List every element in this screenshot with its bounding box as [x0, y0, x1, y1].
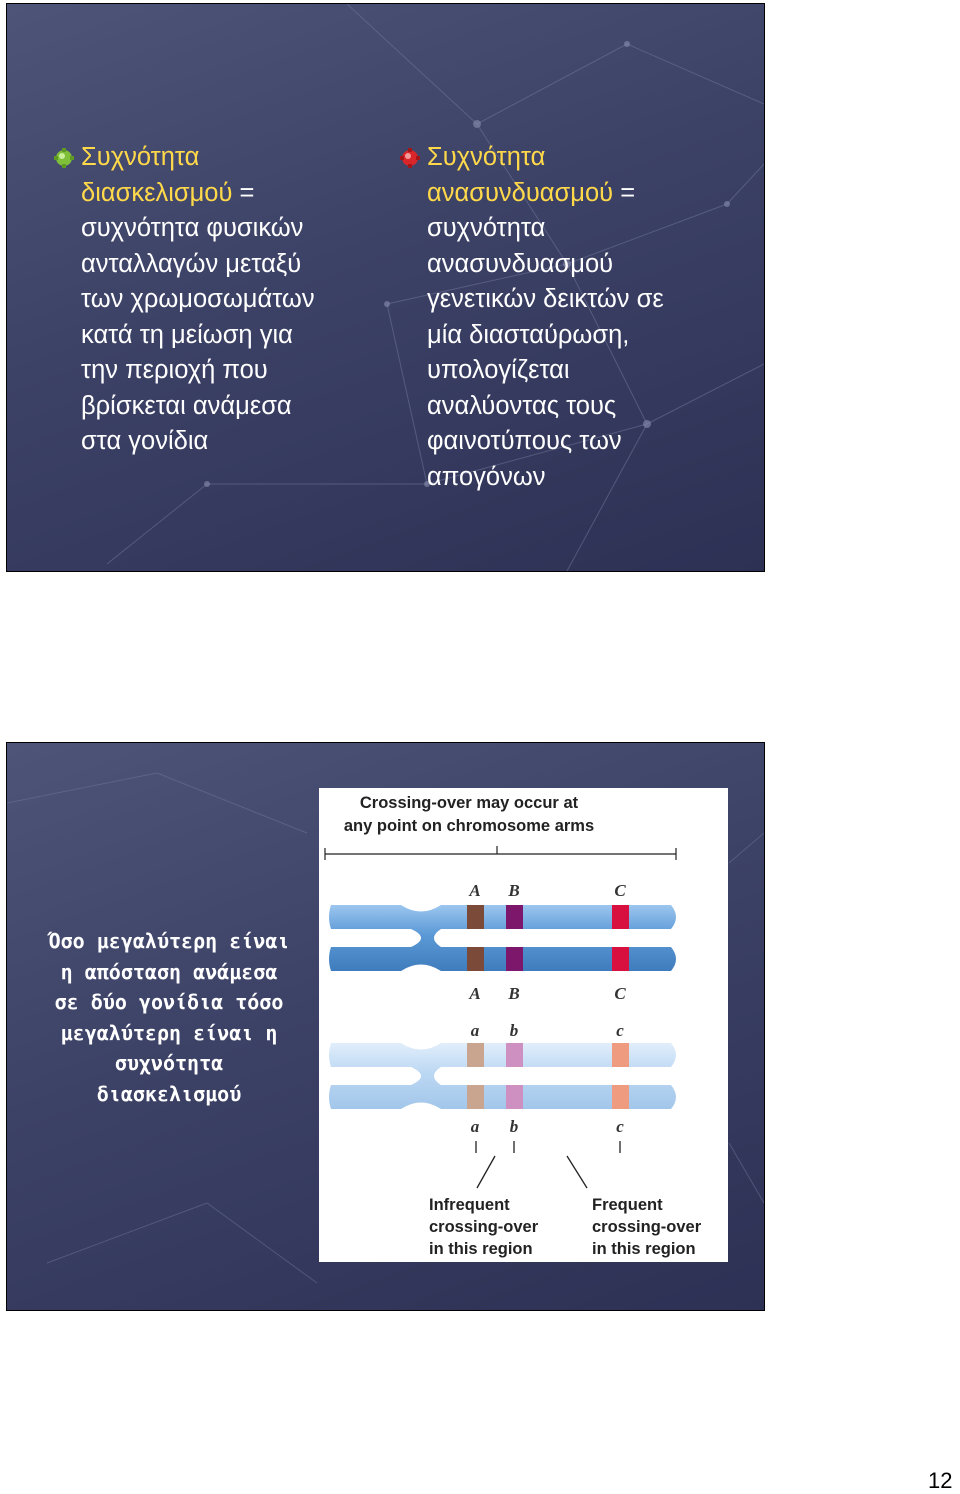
- right-line-3: συχνότητα: [427, 214, 546, 242]
- left-line-8: βρίσκεται ανάμεσα: [81, 391, 292, 420]
- label-A-top: A: [469, 881, 481, 900]
- side-line-4: μεγαλύτερη είναι η: [60, 1020, 278, 1045]
- label-b-top: b: [509, 1021, 519, 1040]
- side-line-1: Όσο μεγαλύτερη είναι: [48, 929, 290, 953]
- band-B-top: [506, 905, 523, 929]
- slide-1: [6, 3, 765, 572]
- band-a-top: [467, 1043, 484, 1067]
- side-line-5: συχνότητα: [114, 1051, 224, 1075]
- band-A-bottom: [467, 947, 484, 971]
- label-A-bottom: A: [469, 984, 481, 1003]
- right-line-6: μία διασταύρωση,: [427, 320, 630, 349]
- band-C-top: [612, 905, 629, 929]
- left-line-9: στα γονίδια: [81, 427, 209, 455]
- label-C-bottom: C: [614, 984, 626, 1003]
- right-line-4: ανασυνδυασμού: [427, 249, 614, 278]
- frequent-line-3: in this region: [592, 1240, 696, 1258]
- label-a-top: a: [470, 1021, 480, 1040]
- figure-title-line-2: any point on chromosome arms: [343, 817, 595, 835]
- crossing-over-figure: [319, 788, 728, 1262]
- right-line-9: φαινοτύπους των: [427, 427, 622, 455]
- band-b-top: [506, 1043, 523, 1067]
- right-line-2: ανασυνδυασμού =: [427, 178, 636, 207]
- label-b-bottom: b: [509, 1117, 519, 1136]
- figure-title-line-1: Crossing-over may occur at: [359, 794, 579, 812]
- left-line-3: συχνότητα φυσικών: [81, 214, 304, 242]
- gear-bullet-icon-green: [53, 148, 75, 168]
- frequent-line-2: crossing-over: [592, 1218, 702, 1236]
- band-c-bottom: [612, 1085, 629, 1109]
- band-c-top: [612, 1043, 629, 1067]
- right-line-10: απογόνων: [427, 462, 546, 491]
- band-B-bottom: [506, 947, 523, 971]
- span-bracket: [325, 846, 676, 860]
- right-bullet-block: [399, 140, 729, 495]
- slide-2: [6, 742, 765, 1311]
- label-a-bottom: a: [470, 1117, 480, 1136]
- right-line-1: Συχνότητα: [427, 143, 546, 171]
- band-a-bottom: [467, 1085, 484, 1109]
- right-line-8: αναλύοντας τους: [427, 391, 617, 420]
- chromosome-upper: [329, 905, 676, 971]
- infrequent-line-3: in this region: [429, 1240, 533, 1258]
- chromosome-lower: [329, 1043, 676, 1109]
- label-B-bottom: B: [508, 984, 520, 1003]
- label-c-bottom: c: [616, 1117, 624, 1136]
- left-bullet-block: [53, 140, 373, 460]
- left-line-5: των χρωμοσωμάτων: [81, 285, 315, 313]
- label-B-top: B: [508, 881, 520, 900]
- left-line-2: διασκελισμού =: [81, 178, 255, 207]
- label-C-top: C: [614, 881, 626, 900]
- page-number: 12: [928, 1468, 953, 1493]
- left-line-7: την περιοχή που: [81, 356, 268, 384]
- infrequent-line-1: Infrequent: [429, 1196, 510, 1214]
- left-line-6: κατά τη μείωση για: [81, 320, 293, 349]
- infrequent-line-2: crossing-over: [429, 1218, 539, 1236]
- label-c-top: c: [616, 1021, 624, 1040]
- side-line-2: η απόσταση ανάμεσα: [60, 959, 278, 984]
- right-line-5: γενετικών δεικτών σε: [427, 285, 664, 313]
- region-markers: [476, 1141, 620, 1188]
- band-A-top: [467, 905, 484, 929]
- band-C-bottom: [612, 947, 629, 971]
- gear-bullet-icon-red: [399, 148, 421, 168]
- side-line-6: διασκελισμού: [96, 1081, 242, 1106]
- band-b-bottom: [506, 1085, 523, 1109]
- side-line-3: σε δύο γονίδια τόσο: [54, 990, 284, 1014]
- right-line-7: υπολογίζεται: [427, 356, 570, 384]
- frequent-line-1: Frequent: [592, 1196, 663, 1214]
- side-statement: [29, 926, 309, 1109]
- left-line-1: Συχνότητα: [81, 143, 200, 171]
- left-line-4: ανταλλαγών μεταξύ: [81, 249, 302, 278]
